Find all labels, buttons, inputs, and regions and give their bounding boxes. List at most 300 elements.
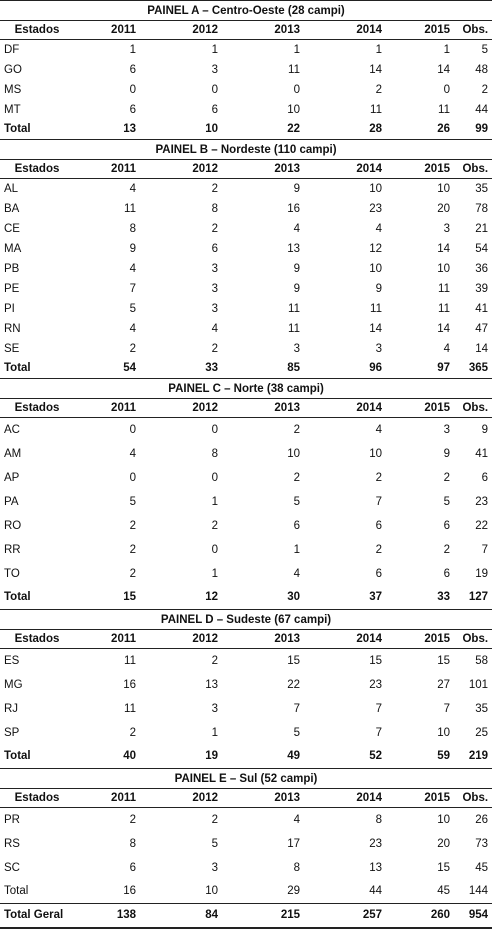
value-cell: 2 (375, 543, 382, 556)
value-cell: 10 (437, 262, 450, 275)
value-cell: 2 (481, 83, 489, 96)
value-cell: 23 (475, 495, 489, 508)
column-header: 2012 (144, 789, 226, 808)
value-cell: 41 (475, 302, 489, 315)
total-value: 45 (437, 885, 450, 898)
value-cell: 10 (437, 726, 450, 739)
column-header: 2014 (308, 630, 390, 649)
value-cell: 9 (443, 447, 450, 460)
value-cell: 73 (475, 837, 489, 850)
state-cell: PA (4, 495, 19, 508)
value-cell: 10 (369, 447, 382, 460)
table-row (0, 538, 492, 562)
total-value: 33 (437, 591, 450, 604)
value-cell: 2 (211, 182, 218, 195)
value-cell: 0 (129, 423, 136, 436)
value-cell: 3 (443, 222, 450, 235)
total-value: 22 (287, 123, 300, 136)
table-row (0, 562, 492, 586)
value-cell: 0 (293, 83, 300, 96)
total-row (0, 586, 492, 610)
panel-title: PAINEL A – Centro-Oeste (28 campi) (0, 1, 492, 21)
value-cell: 78 (475, 202, 489, 215)
table-row (0, 299, 492, 319)
value-cell: 11 (124, 202, 136, 215)
value-cell: 14 (475, 342, 489, 355)
value-cell: 25 (475, 726, 489, 739)
value-cell: 0 (129, 83, 136, 96)
value-cell: 2 (375, 83, 382, 96)
value-cell: 2 (129, 813, 136, 826)
column-header: 2015 (390, 21, 458, 40)
panel-title-row (0, 610, 492, 630)
value-cell: 1 (211, 495, 218, 508)
column-header: Obs. (458, 160, 492, 179)
value-cell: 11 (124, 654, 136, 667)
table-row (0, 179, 492, 199)
column-header: 2012 (144, 399, 226, 418)
state-cell: TO (4, 567, 20, 580)
grand-total-value: 260 (390, 904, 458, 928)
total-value: 13 (123, 123, 136, 136)
value-cell: 2 (129, 726, 136, 739)
column-header: 2013 (226, 399, 308, 418)
value-cell: 4 (129, 322, 136, 335)
value-cell: 3 (443, 423, 450, 436)
value-cell: 3 (375, 342, 382, 355)
table-row (0, 721, 492, 745)
value-cell: 11 (288, 63, 300, 76)
value-cell: 9 (293, 182, 300, 195)
value-cell: 14 (437, 63, 450, 76)
value-cell: 6 (375, 519, 382, 532)
total-label: Total (4, 362, 31, 375)
column-header: 2013 (226, 630, 308, 649)
total-value: 12 (205, 591, 218, 604)
table-row (0, 259, 492, 279)
value-cell: 3 (211, 262, 218, 275)
column-header-row (0, 21, 492, 40)
value-cell: 7 (481, 543, 489, 556)
value-cell: 8 (129, 837, 136, 850)
state-cell: MG (4, 678, 23, 691)
total-value: 26 (437, 123, 450, 136)
state-cell: MT (4, 103, 21, 116)
total-row (0, 359, 492, 379)
value-cell: 19 (475, 567, 489, 580)
value-cell: 6 (293, 519, 300, 532)
column-header: Estados (0, 399, 72, 418)
column-header: Estados (0, 789, 72, 808)
panel-title: PAINEL C – Norte (38 campi) (0, 379, 492, 399)
value-cell: 20 (437, 202, 450, 215)
value-cell: 35 (475, 702, 489, 715)
column-header: 2011 (72, 789, 144, 808)
total-label: Total (4, 123, 31, 136)
table-row (0, 649, 492, 673)
table-row (0, 239, 492, 259)
value-cell: 2 (293, 423, 300, 436)
grand-total-value: 215 (226, 904, 308, 928)
column-header: 2014 (308, 399, 390, 418)
value-cell: 3 (211, 302, 218, 315)
total-value: 96 (369, 362, 382, 375)
total-label: Total (4, 750, 31, 763)
value-cell: 10 (287, 447, 300, 460)
total-value: 219 (468, 750, 489, 763)
value-cell: 36 (475, 262, 489, 275)
table-row (0, 514, 492, 538)
value-cell: 5 (293, 495, 300, 508)
total-value: 29 (287, 885, 300, 898)
value-cell: 4 (293, 222, 300, 235)
column-header: 2013 (226, 160, 308, 179)
value-cell: 8 (293, 861, 300, 874)
value-cell: 6 (443, 567, 450, 580)
value-cell: 5 (481, 43, 489, 56)
value-cell: 4 (293, 813, 300, 826)
state-cell: RJ (4, 702, 19, 715)
state-cell: AP (4, 471, 20, 484)
value-cell: 0 (129, 471, 136, 484)
table-row (0, 808, 492, 832)
panel-title-row (0, 140, 492, 160)
state-cell: PE (4, 282, 20, 295)
value-cell: 11 (124, 702, 136, 715)
state-cell: AM (4, 447, 22, 460)
value-cell: 7 (293, 702, 300, 715)
value-cell: 1 (293, 43, 300, 56)
table-row (0, 339, 492, 359)
value-cell: 1 (293, 543, 300, 556)
column-header: 2011 (72, 399, 144, 418)
total-row (0, 120, 492, 140)
value-cell: 8 (211, 202, 218, 215)
value-cell: 1 (211, 726, 218, 739)
value-cell: 4 (129, 262, 136, 275)
table-row (0, 100, 492, 120)
value-cell: 2 (443, 543, 450, 556)
value-cell: 15 (369, 654, 382, 667)
grand-total-label: Total Geral (0, 904, 72, 928)
value-cell: 1 (211, 567, 218, 580)
value-cell: 11 (288, 302, 300, 315)
value-cell: 11 (438, 282, 450, 295)
total-value: 144 (468, 885, 489, 898)
value-cell: 6 (211, 103, 218, 116)
value-cell: 11 (370, 103, 382, 116)
value-cell: 35 (475, 182, 489, 195)
value-cell: 6 (211, 242, 218, 255)
value-cell: 1 (211, 43, 218, 56)
value-cell: 54 (475, 242, 489, 255)
value-cell: 101 (468, 678, 489, 691)
column-header: 2014 (308, 789, 390, 808)
value-cell: 44 (475, 103, 489, 116)
value-cell: 6 (129, 103, 136, 116)
panel-title: PAINEL E – Sul (52 campi) (0, 769, 492, 789)
column-header: Obs. (458, 630, 492, 649)
value-cell: 14 (369, 63, 382, 76)
value-cell: 11 (370, 302, 382, 315)
table-row (0, 60, 492, 80)
total-value: 49 (287, 750, 300, 763)
value-cell: 2 (129, 567, 136, 580)
value-cell: 27 (437, 678, 450, 691)
value-cell: 4 (129, 182, 136, 195)
value-cell: 10 (369, 182, 382, 195)
value-cell: 13 (287, 242, 300, 255)
total-value: 30 (287, 591, 300, 604)
table-row (0, 673, 492, 697)
value-cell: 17 (287, 837, 300, 850)
value-cell: 7 (375, 726, 382, 739)
column-header-row (0, 630, 492, 649)
value-cell: 0 (211, 543, 218, 556)
column-header: 2011 (72, 160, 144, 179)
total-value: 40 (123, 750, 136, 763)
column-header: 2013 (226, 789, 308, 808)
value-cell: 15 (437, 654, 450, 667)
value-cell: 1 (443, 43, 450, 56)
state-cell: SP (4, 726, 20, 739)
value-cell: 9 (293, 282, 300, 295)
value-cell: 16 (287, 202, 300, 215)
value-cell: 0 (443, 83, 450, 96)
value-cell: 11 (438, 302, 450, 315)
table-row (0, 697, 492, 721)
value-cell: 2 (443, 471, 450, 484)
value-cell: 4 (443, 342, 450, 355)
value-cell: 23 (369, 837, 382, 850)
value-cell: 0 (211, 423, 218, 436)
total-value: 99 (475, 123, 489, 136)
value-cell: 1 (129, 43, 136, 56)
table-row (0, 442, 492, 466)
value-cell: 6 (129, 861, 136, 874)
value-cell: 14 (437, 322, 450, 335)
value-cell: 6 (481, 471, 489, 484)
value-cell: 4 (293, 567, 300, 580)
value-cell: 5 (293, 726, 300, 739)
value-cell: 23 (369, 202, 382, 215)
table-row (0, 80, 492, 100)
value-cell: 8 (211, 447, 218, 460)
column-header: 2011 (72, 21, 144, 40)
value-cell: 3 (293, 342, 300, 355)
value-cell: 5 (443, 495, 450, 508)
value-cell: 1 (375, 43, 382, 56)
value-cell: 4 (211, 322, 218, 335)
grand-total-row (0, 904, 492, 928)
state-cell: RN (4, 322, 21, 335)
column-header-row (0, 789, 492, 808)
table-body (0, 1, 492, 928)
total-value: 16 (123, 885, 136, 898)
total-value: 33 (205, 362, 218, 375)
value-cell: 3 (211, 63, 218, 76)
column-header: 2015 (390, 630, 458, 649)
value-cell: 9 (293, 262, 300, 275)
value-cell: 2 (129, 543, 136, 556)
value-cell: 14 (437, 242, 450, 255)
total-value: 28 (369, 123, 382, 136)
value-cell: 6 (375, 567, 382, 580)
table-row (0, 418, 492, 442)
total-value: 59 (437, 750, 450, 763)
value-cell: 20 (437, 837, 450, 850)
total-value: 10 (205, 123, 218, 136)
value-cell: 45 (475, 861, 489, 874)
value-cell: 23 (369, 678, 382, 691)
column-header: Estados (0, 21, 72, 40)
value-cell: 4 (129, 447, 136, 460)
value-cell: 2 (211, 222, 218, 235)
value-cell: 13 (369, 861, 382, 874)
value-cell: 3 (211, 282, 218, 295)
value-cell: 0 (211, 471, 218, 484)
total-value: 37 (369, 591, 382, 604)
value-cell: 5 (211, 837, 218, 850)
value-cell: 5 (129, 302, 136, 315)
value-cell: 0 (211, 83, 218, 96)
value-cell: 10 (437, 813, 450, 826)
value-cell: 9 (481, 423, 489, 436)
value-cell: 9 (129, 242, 136, 255)
value-cell: 6 (443, 519, 450, 532)
state-cell: GO (4, 63, 22, 76)
value-cell: 12 (369, 242, 382, 255)
panel-title: PAINEL D – Sudeste (67 campi) (0, 610, 492, 630)
value-cell: 2 (211, 654, 218, 667)
value-cell: 2 (129, 519, 136, 532)
value-cell: 10 (287, 103, 300, 116)
column-header-row (0, 399, 492, 418)
state-cell: PR (4, 813, 20, 826)
value-cell: 41 (475, 447, 489, 460)
value-cell: 10 (369, 262, 382, 275)
value-cell: 16 (123, 678, 136, 691)
value-cell: 8 (129, 222, 136, 235)
value-cell: 7 (443, 702, 450, 715)
state-cell: DF (4, 43, 20, 56)
grand-total-value: 84 (144, 904, 226, 928)
column-header: 2015 (390, 160, 458, 179)
table-row (0, 199, 492, 219)
value-cell: 7 (375, 702, 382, 715)
table-row (0, 856, 492, 880)
column-header: 2012 (144, 21, 226, 40)
value-cell: 48 (475, 63, 489, 76)
state-cell: AC (4, 423, 20, 436)
total-label: Total (4, 591, 31, 604)
value-cell: 2 (211, 342, 218, 355)
value-cell: 47 (475, 322, 489, 335)
value-cell: 11 (288, 322, 300, 335)
value-cell: 4 (375, 423, 382, 436)
grand-total-value: 954 (458, 904, 492, 928)
column-header: 2012 (144, 630, 226, 649)
panel-title: PAINEL B – Nordeste (110 campi) (0, 140, 492, 160)
value-cell: 39 (475, 282, 489, 295)
state-cell: AL (4, 182, 19, 195)
value-cell: 10 (437, 182, 450, 195)
table-row (0, 466, 492, 490)
state-cell: ES (4, 654, 20, 667)
value-cell: 13 (205, 678, 218, 691)
state-cell: PI (4, 302, 15, 315)
value-cell: 6 (129, 63, 136, 76)
column-header: Obs. (458, 789, 492, 808)
value-cell: 26 (475, 813, 489, 826)
total-value: 365 (468, 362, 489, 375)
state-cell: PB (4, 262, 20, 275)
value-cell: 8 (375, 813, 382, 826)
table-row (0, 832, 492, 856)
total-value: 97 (437, 362, 450, 375)
value-cell: 15 (437, 861, 450, 874)
grand-total-value: 257 (308, 904, 390, 928)
total-value: 10 (205, 885, 218, 898)
value-cell: 2 (129, 342, 136, 355)
value-cell: 15 (287, 654, 300, 667)
value-cell: 22 (475, 519, 489, 532)
value-cell: 22 (287, 678, 300, 691)
state-cell: SE (4, 342, 20, 355)
value-cell: 2 (211, 519, 218, 532)
state-cell: RO (4, 519, 22, 532)
state-cell: CE (4, 222, 20, 235)
table-row (0, 219, 492, 239)
column-header: Obs. (458, 21, 492, 40)
table-row (0, 319, 492, 339)
total-value: 52 (369, 750, 382, 763)
total-value: 127 (468, 591, 489, 604)
table-row (0, 279, 492, 299)
value-cell: 9 (375, 282, 382, 295)
value-cell: 7 (375, 495, 382, 508)
state-cell: BA (4, 202, 20, 215)
panel-title-row (0, 379, 492, 399)
value-cell: 5 (129, 495, 136, 508)
column-header: Estados (0, 630, 72, 649)
column-header: 2014 (308, 21, 390, 40)
total-row (0, 745, 492, 769)
column-header: 2012 (144, 160, 226, 179)
total-value: 54 (123, 362, 136, 375)
value-cell: 2 (375, 471, 382, 484)
column-header: 2015 (390, 399, 458, 418)
state-cell: RS (4, 837, 20, 850)
column-header: Estados (0, 160, 72, 179)
value-cell: 7 (129, 282, 136, 295)
value-cell: 3 (211, 702, 218, 715)
value-cell: 3 (211, 861, 218, 874)
table-row (0, 490, 492, 514)
state-cell: MA (4, 242, 22, 255)
value-cell: 14 (369, 322, 382, 335)
state-cell: MS (4, 83, 22, 96)
value-cell: 11 (438, 103, 450, 116)
total-value: 85 (287, 362, 300, 375)
value-cell: 2 (293, 471, 300, 484)
panel-title-row (0, 769, 492, 789)
value-cell: 21 (475, 222, 489, 235)
grand-total-value: 138 (72, 904, 144, 928)
total-label: Total (4, 885, 29, 898)
state-cell: RR (4, 543, 21, 556)
table-row (0, 40, 492, 60)
